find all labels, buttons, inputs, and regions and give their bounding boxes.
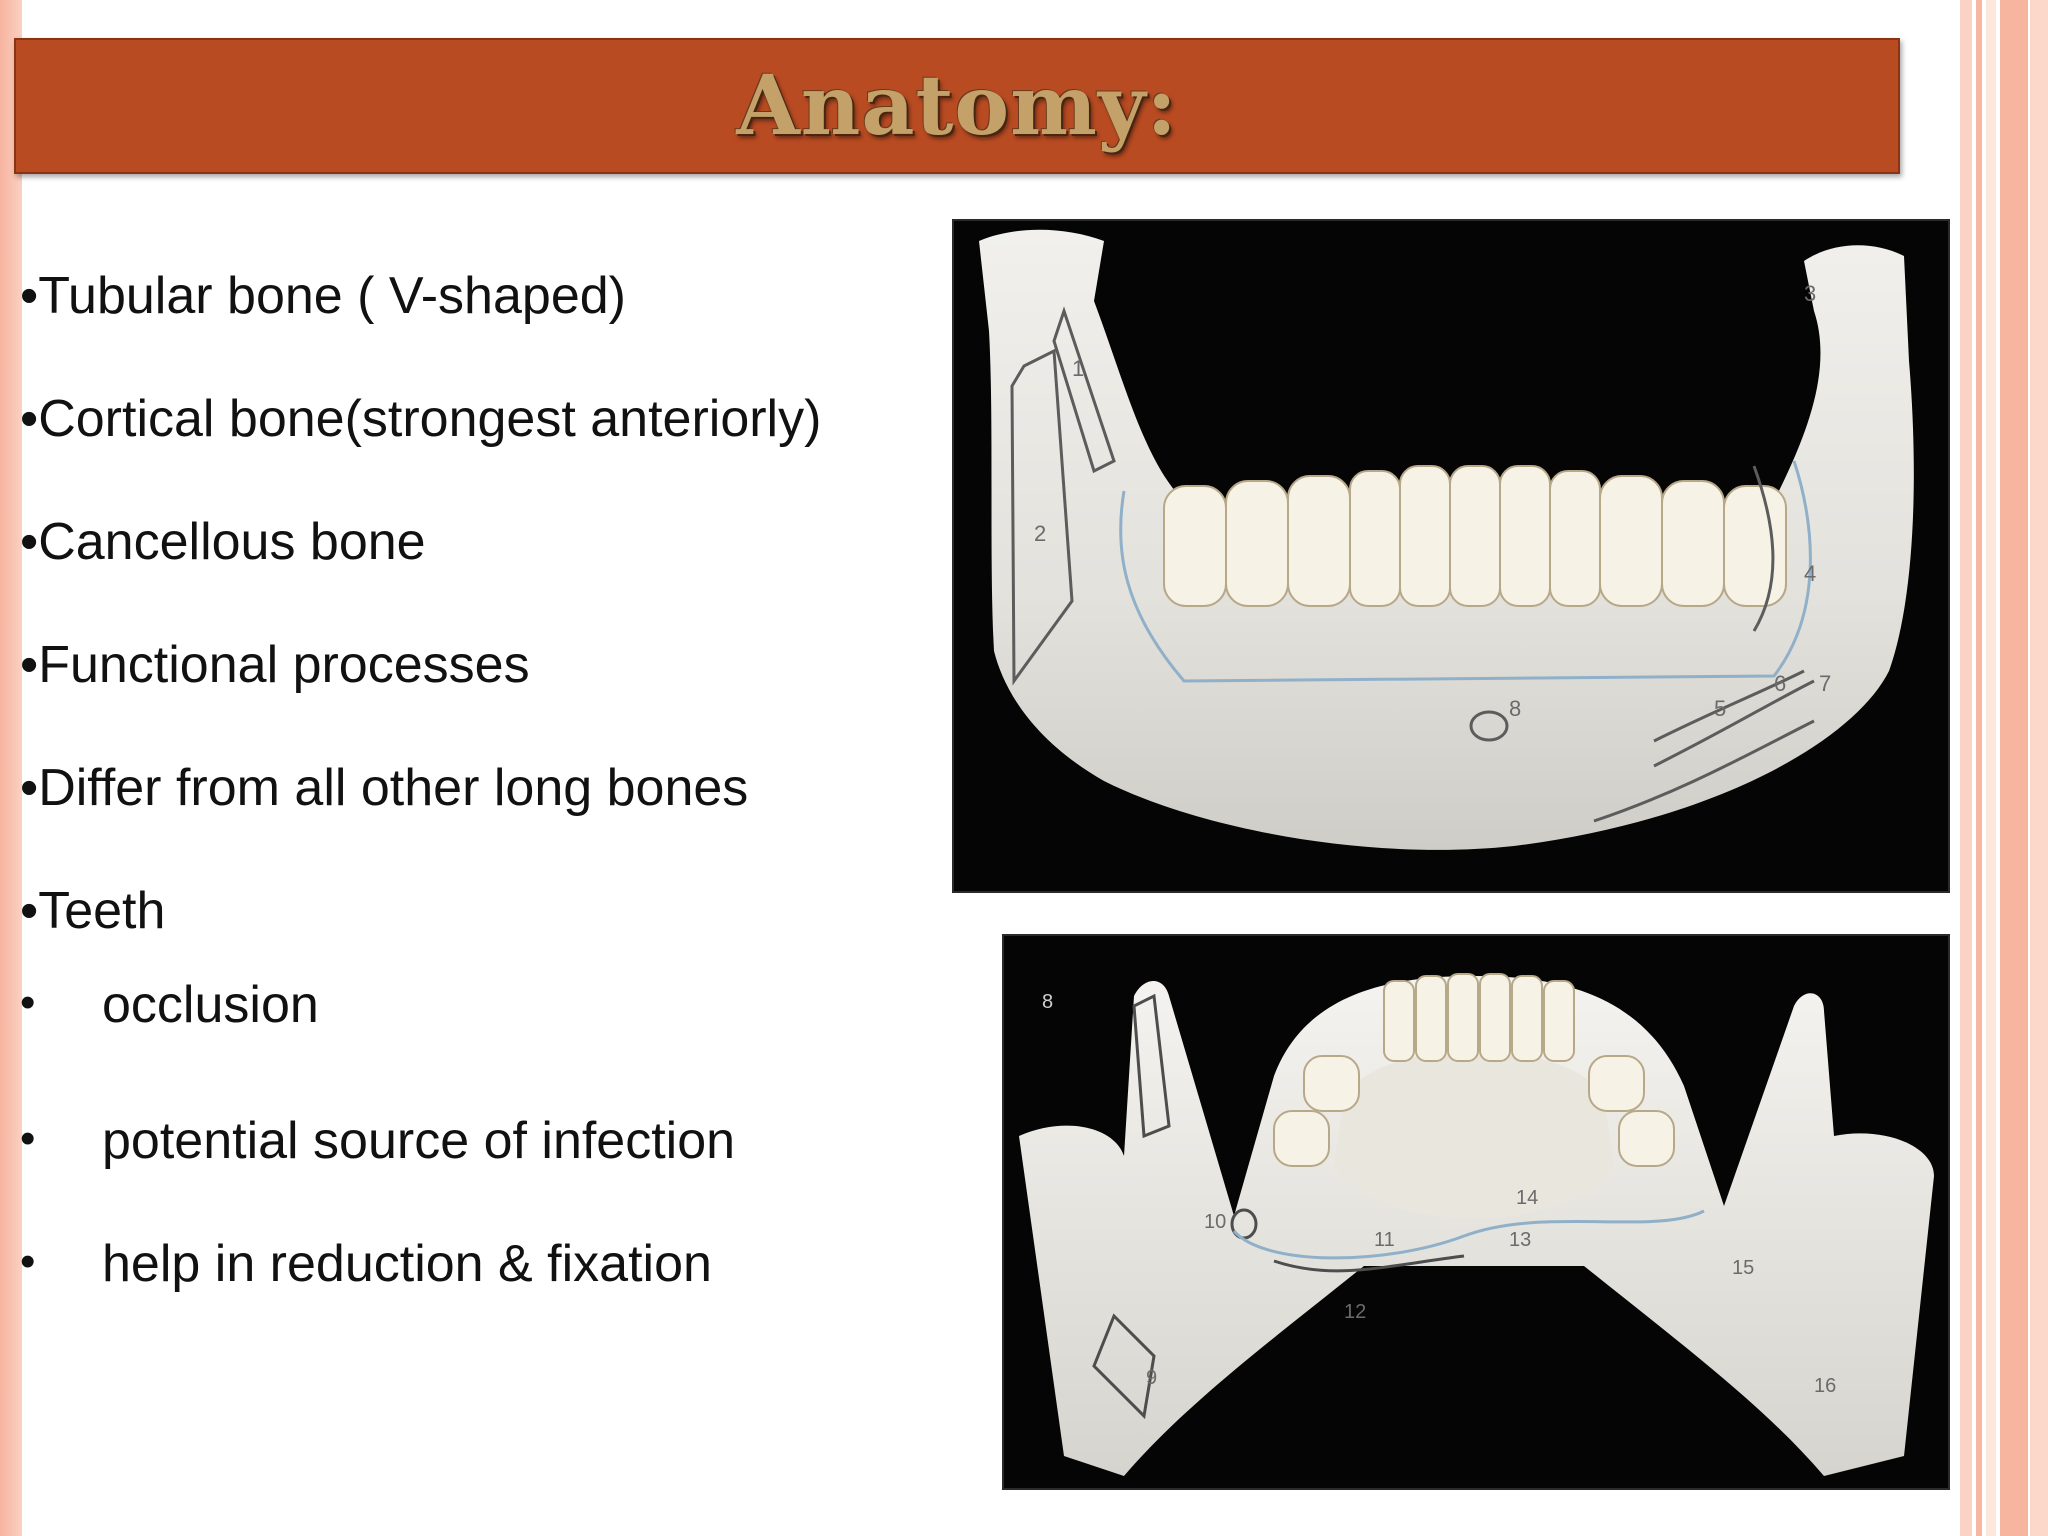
diagram-label: 4: [1804, 561, 1817, 586]
mandible-front-illustration: [954, 221, 1948, 891]
diagram-label: 6: [1774, 671, 1787, 696]
diagram-label: 3: [1804, 281, 1817, 306]
diagram-label: 13: [1509, 1229, 1532, 1251]
diagram-label: 14: [1516, 1187, 1539, 1209]
diagram-label: 9: [1146, 1367, 1158, 1389]
mandible-top-illustration: [1004, 936, 1948, 1488]
left-border-stripe: [0, 0, 22, 1536]
title-bar: [14, 38, 1900, 174]
sub-bullet-text: potential source of infection: [102, 1112, 736, 1170]
diagram-label: 7: [1819, 671, 1832, 696]
bullet-item: •Functional processes: [20, 636, 530, 694]
bullet-item: •Cortical bone(strongest anteriorly): [20, 390, 822, 448]
sub-bullet-marker: •: [20, 1237, 36, 1286]
diagram-label: 8: [1042, 991, 1054, 1013]
slide-title: Anatomy:: [736, 58, 1178, 154]
bullet-item: •Tubular bone ( V-shaped): [20, 267, 626, 325]
sub-bullet-text: occlusion: [102, 976, 319, 1034]
bullet-item: •Teeth: [20, 882, 166, 940]
diagram-label: 16: [1814, 1375, 1837, 1397]
diagram-label: 8: [1509, 696, 1522, 721]
diagram-label: 2: [1034, 521, 1047, 546]
bullet-item: •Cancellous bone: [20, 513, 426, 571]
diagram-label: 15: [1732, 1257, 1755, 1279]
diagram-label: 11: [1374, 1229, 1395, 1251]
diagram-label: 10: [1204, 1211, 1227, 1233]
sub-bullet-marker: •: [20, 978, 36, 1027]
sub-bullet-marker: •: [20, 1114, 36, 1163]
sub-bullet-text: help in reduction & fixation: [102, 1235, 712, 1293]
diagram-label: 1: [1072, 356, 1085, 381]
mandible-front-view-image: [952, 219, 1950, 893]
diagram-label: 12: [1344, 1301, 1367, 1323]
diagram-label: 5: [1714, 696, 1727, 721]
mandible-top-view-image: [1002, 934, 1950, 1490]
bullet-item: •Differ from all other long bones: [20, 759, 749, 817]
right-border-stripes: [1960, 0, 2048, 1536]
